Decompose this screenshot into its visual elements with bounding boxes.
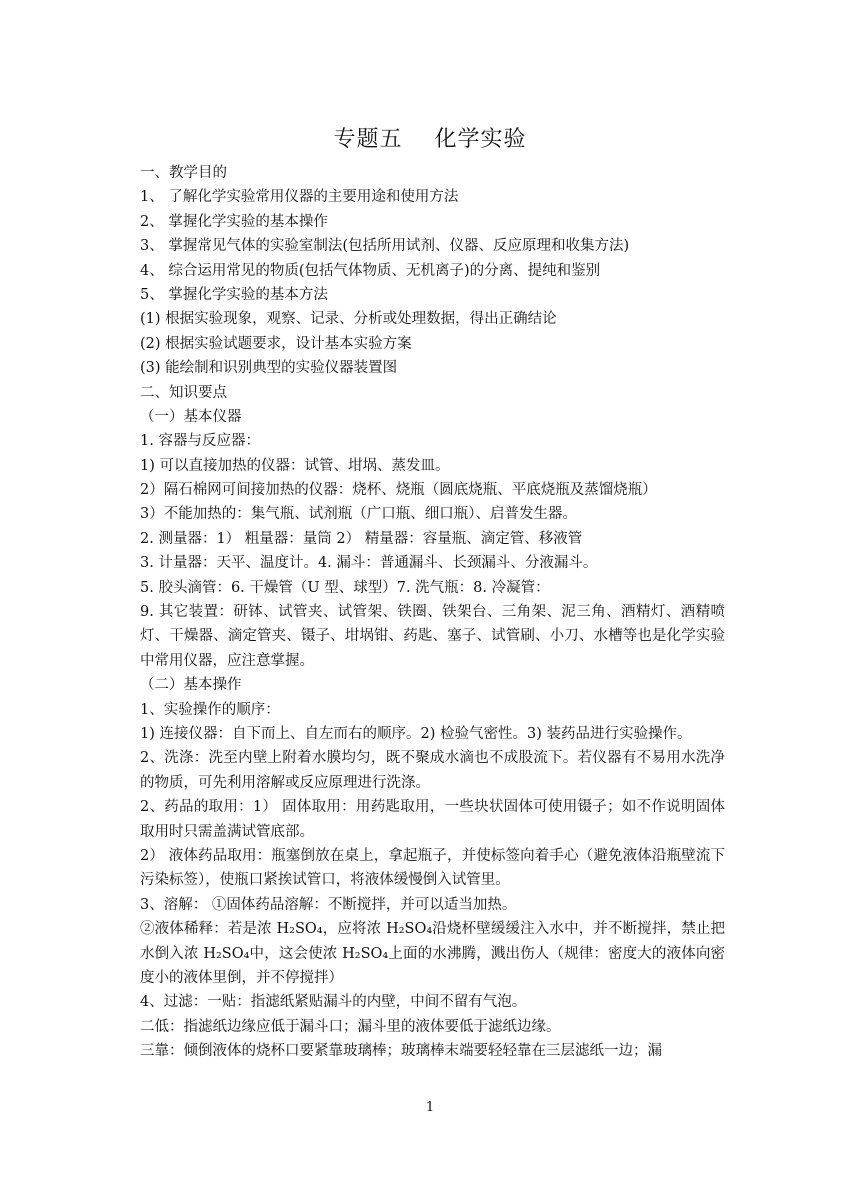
text-line: 1) 可以直接加热的仪器：试管、坩埚、蒸发皿。 [140,457,450,474]
text-line: (3) 能绘制和识别典型的实验仪器装置图 [140,360,398,377]
text-line: 1. 容器与反应器： [140,433,260,450]
text-line: 1、 了解化学实验常用仪器的主要用途和使用方法 [140,189,459,206]
subsection-heading: （二）基本操作 [140,677,242,694]
subsection-heading: （一）基本仪器 [140,408,242,425]
page-title: 专题五 化学实验 [333,127,527,152]
text-line: 2. 测量器：1） 粗量器：量筒 2） 精量器：容量瓶、滴定管、移液管 [140,530,583,547]
text-line: 3、溶解： ①固体药品溶解：不断搅拌，并可以适当加热。 [140,896,517,913]
text-line: 3、 掌握常见气体的实验室制法(包括所用试剂、仪器、反应原理和收集方法) [140,238,630,255]
text-line: (2) 根据实验试题要求，设计基本实验方案 [140,335,412,352]
paragraph: ②液体稀释：若是浓 H₂SO₄，应将浓 H₂SO₄沿烧杯壁缓缓注入水中，并不断搅拌，禁止把水倒入浓 H₂SO₄中，这会使浓 H₂SO₄上面的水沸腾，溅出伤人（规律：密度大的液体向密度小的液体里倒，并不停搅拌） [140,921,725,986]
text-line: 二低：指滤纸边缘应低于漏斗口；漏斗里的液体要低于滤纸边缘。 [140,1018,561,1035]
paragraph: 2） 液体药品取用：瓶塞倒放在桌上，拿起瓶子，并使标签向着手心（避免液体沿瓶壁流下污染标签），使瓶口紧挨试管口，将液体缓慢倒入试管里。 [140,847,725,889]
text-line: (1) 根据实验现象，观察、记录、分析或处理数据，得出正确结论 [140,311,557,328]
text-line: 3. 计量器：天平、温度计。4. 漏斗：普通漏斗、长颈漏斗、分液漏斗。 [140,555,598,572]
text-line: 5. 胶头滴管：6. 干燥管（U 型、球型）7. 洗气瓶：8. 冷凝管： [140,579,550,596]
text-line: 4、 综合运用常见的物质(包括气体物质、无机离子)的分离、提纯和鉴别 [140,262,601,279]
text-line: 2）隔石棉网可间接加热的仪器：烧杯、烧瓶（圆底烧瓶、平底烧瓶及蒸馏烧瓶） [140,482,657,499]
section-heading: 一、教学目的 [140,165,227,181]
text-line: 三靠：倾倒液体的烧杯口要紧靠玻璃棒；玻璃棒末端要轻轻靠在三层滤纸一边；漏 [140,1043,662,1060]
text-line: 4、过滤：一贴：指滤纸紧贴漏斗的内壁，中间不留有气泡。 [140,994,527,1011]
paragraph: 2、药品的取用：1） 固体取用：用药匙取用，一些块状固体可使用镊子；如不作说明固体取用时只需盖满试管底部。 [140,799,725,840]
paragraph: 9. 其它装置：研钵、试管夹、试管架、铁圈、铁架台、三角架、泥三角、酒精灯、酒精喷灯、干燥器、滴定管夹、镊子、坩埚钳、药匙、塞子、试管刷、小刀、水槽等也是化学实验中常用仪器，应注意掌握。 [140,604,725,669]
document-body [140,161,725,1064]
text-line: 3）不能加热的：集气瓶、试剂瓶（广口瓶、细口瓶）、启普发生器。 [140,506,577,523]
text-line: 1、实验操作的顺序： [140,701,280,718]
paragraph: 2、洗涤：洗至内壁上附着水膜均匀，既不聚成水滴也不成股流下。若仪器有不易用水洗净的物质，可先利用溶解或反应原理进行洗涤。 [140,750,725,791]
text-line: 1) 连接仪器：自下而上、自左而右的顺序。2) 检验气密性。3) 装药品进行实验操作。 [140,726,692,742]
page-number: 1 [425,1100,435,1115]
section-heading: 二、知识要点 [140,384,227,401]
text-line: 5、 掌握化学实验的基本方法 [140,286,328,303]
text-line: 2、 掌握化学实验的基本操作 [140,213,328,230]
